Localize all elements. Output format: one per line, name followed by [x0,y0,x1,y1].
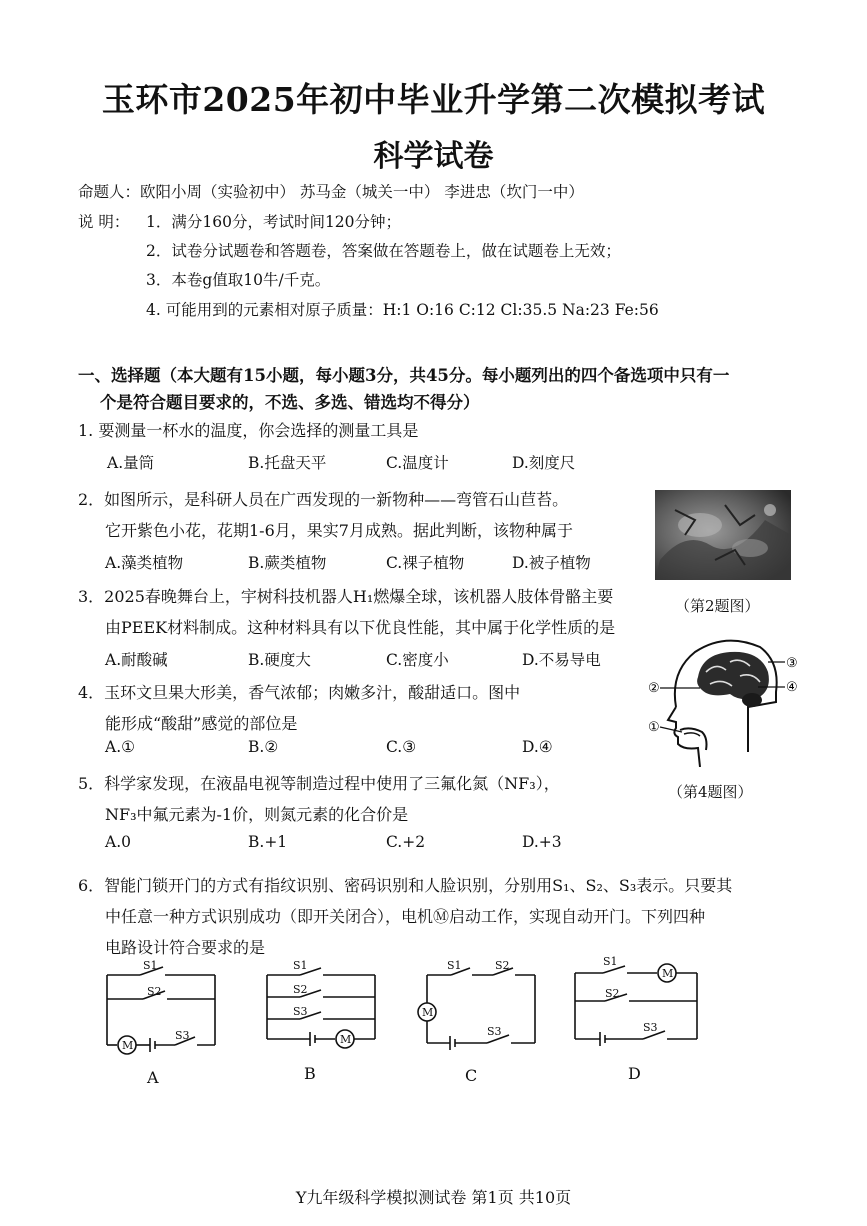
note-2: 2．试卷分试题卷和答题卷，答案做在答题卷上，做在试题卷上无效； [146,242,621,260]
q1-option-b: B.托盘天平 [248,454,327,472]
q5-option-c: C.+2 [386,833,426,851]
q2-option-d: D.被子植物 [512,554,591,572]
brain-label-1: ① [648,720,660,735]
b-s1-label: S1 [293,959,308,972]
circuit-d-label: D [628,1064,641,1083]
fig2-caption: （第2题图） [675,597,760,615]
brain-diagram [640,632,800,767]
q3-option-b: B.硬度大 [248,651,311,669]
circuit-a-label: A [147,1068,159,1087]
question-1-text: 1. 要测量一杯水的温度，你会选择的测量工具是 [78,421,419,440]
note-3: 3．本卷g值取10牛/千克。 [146,271,331,289]
c-s2-label: S2 [495,959,510,972]
question-5-line1: 5．科学家发现，在液晶电视等制造过程中使用了三氟化氮（NF₃）， [78,774,560,793]
d-s1-label: S1 [603,955,618,968]
circuit-c-label: C [465,1066,478,1085]
q1-option-a: A.量筒 [107,454,155,472]
q3-option-a: A.耐酸碱 [105,651,168,669]
b-motor-label: M [340,1033,352,1046]
a-s3-label: S3 [175,1029,190,1042]
question-5-line2: NF₃中氟元素为-1价，则氮元素的化合价是 [105,805,409,824]
q4-option-d: D.④ [522,738,553,756]
circuit-d [575,964,697,1046]
circuit-diagrams [95,955,815,1095]
q4-option-a: A.① [105,738,136,756]
circuit-b [267,968,375,1048]
q4-option-b: B.② [248,738,279,756]
brain-label-2: ② [648,681,660,696]
d-s3-label: S3 [643,1021,658,1034]
q2-option-c: C.裸子植物 [386,554,465,572]
question-6-line1: 6．智能门锁开门的方式有指纹识别、密码识别和人脸识别，分别用S₁、S₂、S₃表示。只要其 [78,876,733,895]
b-s3-label: S3 [293,1005,308,1018]
note-1: 1．满分160分，考试时间120分钟； [146,213,402,231]
authors-line: 命题人：欧阳小周（实验初中） 苏马金（城关一中） 李进忠（坎门一中） [78,183,584,201]
question-2-line1: 2．如图所示，是科研人员在广西发现的一新物种——弯管石山苣苔。 [78,490,569,509]
q4-option-c: C.③ [386,738,417,756]
question-4-line2: 能形成“酸甜”感觉的部位是 [105,714,298,733]
q3-option-d: D.不易导电 [522,651,601,669]
q2-option-b: B.蕨类植物 [248,554,327,572]
q2-option-a: A.藻类植物 [105,554,184,572]
question-4-line1: 4．玉环文旦果大形美，香气浓郁；肉嫩多汁，酸甜适口。图中 [78,683,521,702]
q1-option-d: D.刻度尺 [512,454,576,472]
notes-label: 说 明： [78,213,130,231]
c-s1-label: S1 [447,959,462,972]
brain-label-3: ③ [786,656,798,671]
a-s1-label: S1 [143,959,158,972]
circuit-b-label: B [304,1064,316,1083]
d-s2-label: S2 [605,987,620,1000]
question-3-line2: 由PEEK材料制成。这种材料具有以下优良性能，其中属于化学性质的是 [105,618,616,637]
q5-option-a: A.0 [105,833,131,851]
question-3-line1: 3．2025春晚舞台上，宇树科技机器人H₁燃爆全球，该机器人肢体骨骼主要 [78,587,614,606]
exam-subtitle: 科学试卷 [373,139,494,174]
page-footer: Y九年级科学模拟测试卷 第1页 共10页 [295,1188,572,1207]
d-motor-label: M [662,967,674,980]
q1-option-c: C.温度计 [386,454,449,472]
c-s3-label: S3 [487,1025,502,1038]
q3-option-c: C.密度小 [386,651,449,669]
c-motor-label: M [422,1006,434,1019]
exam-title: 玉环市2025年初中毕业升学第二次模拟考试 [101,80,766,119]
note-4: 4. 可能用到的元素相对原子质量：H:1 O:16 C:12 Cl:35.5 Na:23 Fe:56 [146,301,659,319]
question-2-line2: 它开紫色小花，花期1-6月，果实7月成熟。据此判断，该物种属于 [105,521,573,540]
plant-photo [655,490,791,580]
circuit-c [418,968,535,1050]
b-s2-label: S2 [293,983,308,996]
q5-option-d: D.+3 [522,833,562,851]
fig4-caption: （第4题图） [668,783,753,801]
q5-option-b: B.+1 [248,833,288,851]
section-title-line2: 个是符合题目要求的，不选、多选、错选均不得分） [100,393,480,412]
question-6-line3: 电路设计符合要求的是 [105,938,266,957]
a-s2-label: S2 [147,985,162,998]
a-motor-label: M [122,1039,134,1052]
question-6-line2: 中任意一种方式识别成功（即开关闭合），电机Ⓜ启动工作，实现自动开门。下列四种 [105,907,706,926]
section-title-line1: 一、选择题（本大题有15小题，每小题3分，共45分。每小题列出的四个备选项中只有一 [78,366,730,385]
brain-label-4: ④ [786,680,798,695]
